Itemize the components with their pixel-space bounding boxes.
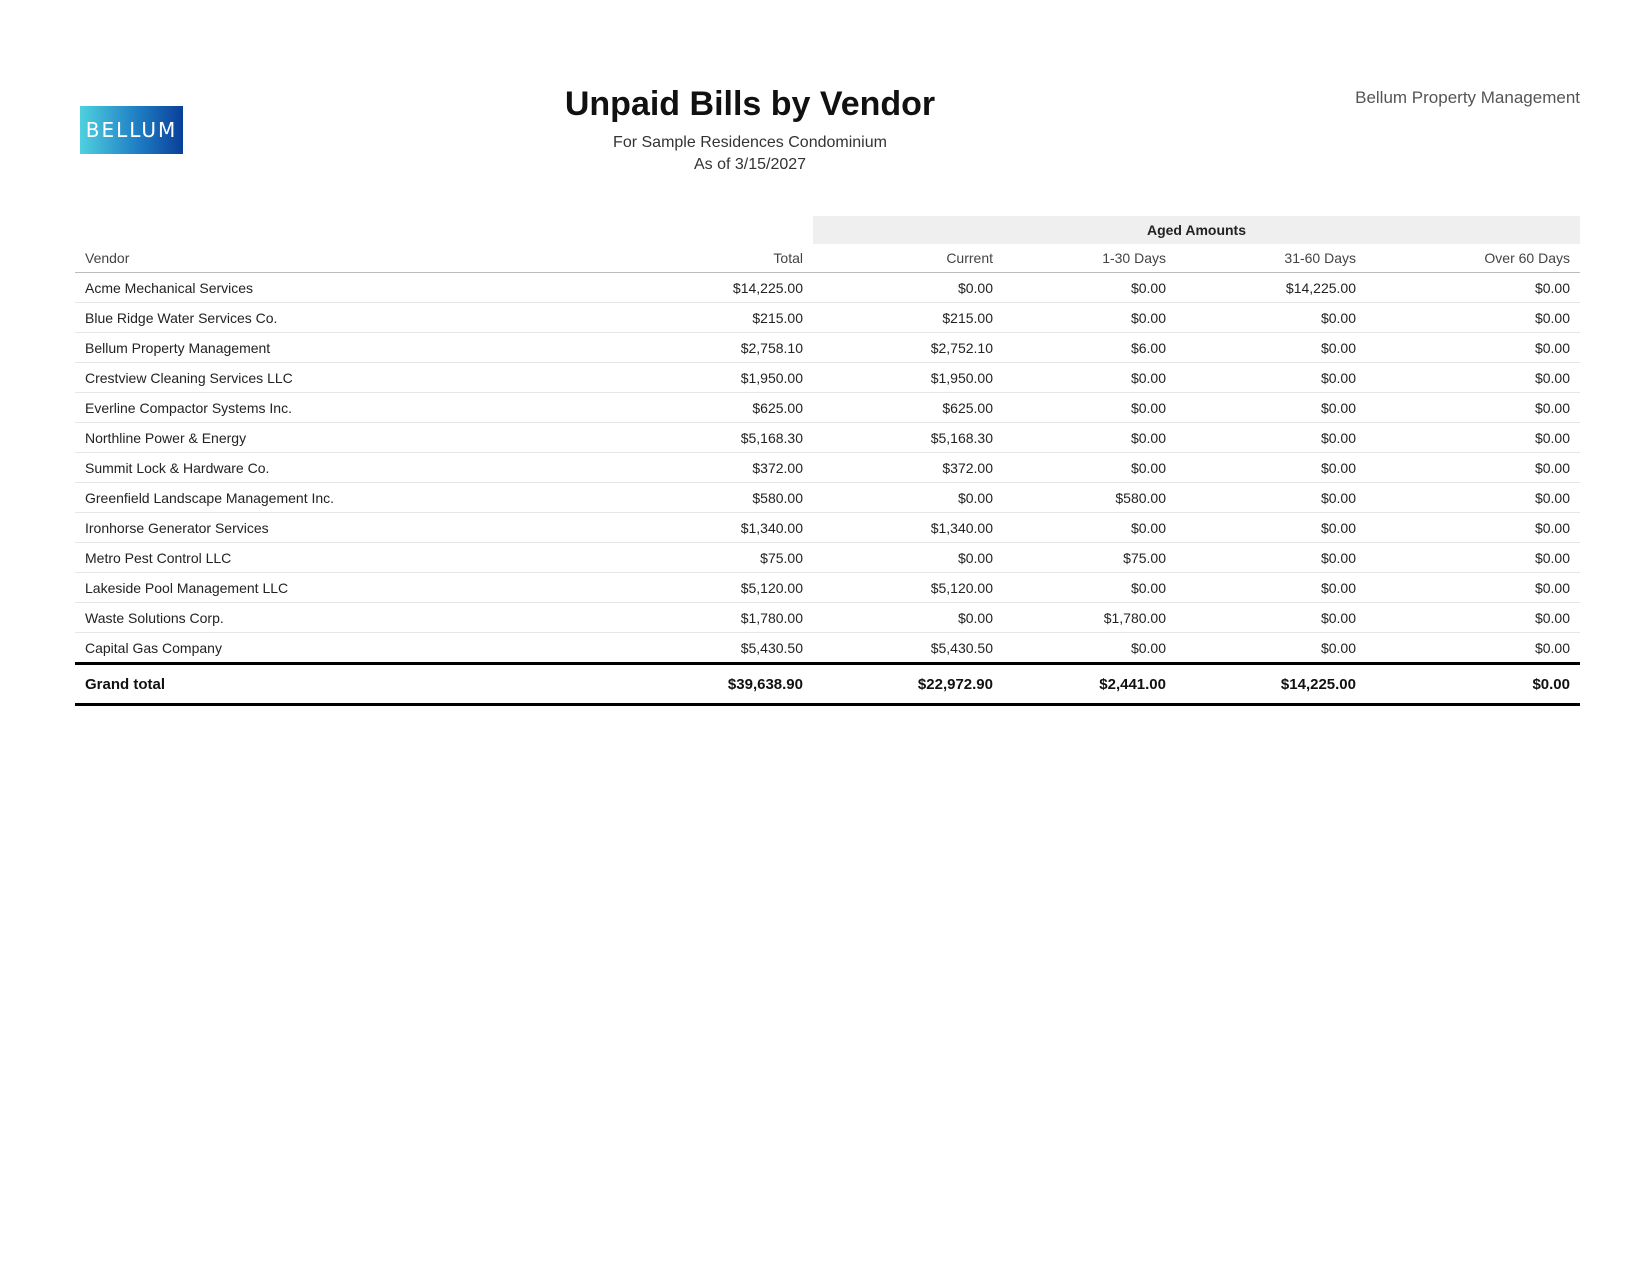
vendor-cell: Greenfield Landscape Management Inc. (75, 483, 635, 513)
column-header-total: Total (635, 244, 813, 273)
table-row (75, 363, 1580, 393)
current-cell: $0.00 (813, 483, 1003, 513)
over-60-days-cell: $0.00 (1366, 303, 1580, 333)
31-60-days-cell: $0.00 (1176, 573, 1366, 603)
total-cell: $5,120.00 (635, 573, 813, 603)
1-30-days-cell: $0.00 (1003, 363, 1176, 393)
table-row (75, 273, 1580, 303)
31-60-days-cell: $0.00 (1176, 423, 1366, 453)
total-cell: $580.00 (635, 483, 813, 513)
table-row (75, 423, 1580, 453)
total-cell: $5,430.50 (740, 639, 803, 656)
31-60-days-cell: $0.00 (1176, 363, 1366, 393)
current-cell: $215.00 (813, 303, 1003, 333)
31-60-days-cell: $0.00 (1176, 303, 1366, 333)
grand-total-31-60-days: $14,225.00 (1176, 664, 1366, 705)
report-header (450, 82, 1050, 176)
grand-total-row (75, 664, 1580, 705)
total-cell: $1,340.00 (635, 513, 813, 543)
current-cell: $0.00 (813, 603, 1003, 633)
1-30-days-cell: $0.00 (1003, 513, 1176, 543)
vendor-cell: Waste Solutions Corp. (75, 603, 635, 633)
table-row (75, 393, 1580, 423)
over-60-days-cell: $0.00 (1366, 393, 1580, 423)
vendor-cell: Ironhorse Generator Services (75, 513, 635, 543)
table-row (75, 513, 1580, 543)
1-30-days-cell: $0.00 (1003, 393, 1176, 423)
vendor-cell: Everline Compactor Systems Inc. (75, 393, 635, 423)
over-60-days-cell: $0.00 (1366, 423, 1580, 453)
table-body (75, 273, 1580, 664)
total-cell: $1,780.00 (635, 603, 813, 633)
current-cell: $1,950.00 (813, 363, 1003, 393)
report-title: Unpaid Bills by Vendor (564, 85, 936, 123)
current-cell: $0.00 (813, 543, 1003, 573)
vendor-cell: Acme Mechanical Services (75, 273, 635, 303)
current-cell: $625.00 (813, 393, 1003, 423)
over-60-days-cell: $0.00 (1366, 513, 1580, 543)
total-cell: $1,950.00 (635, 363, 813, 393)
column-header-over-60-days: Over 60 Days (1366, 244, 1580, 273)
table-row (75, 633, 1580, 664)
column-header-31-60-days: 31-60 Days (1176, 244, 1366, 273)
total-cell: $215.00 (635, 303, 813, 333)
1-30-days-cell: $1,780.00 (1003, 603, 1176, 633)
31-60-days-cell: $0.00 (1176, 453, 1366, 483)
31-60-days-cell: $0.00 (1176, 603, 1366, 633)
over-60-days-cell: $0.00 (1366, 483, 1580, 513)
grand-total-label: Grand total (75, 664, 635, 705)
table-row (75, 303, 1580, 333)
over-60-days-cell: $0.00 (1366, 333, 1580, 363)
grand-total-over-60-days: $0.00 (1366, 664, 1580, 705)
vendor-cell: Blue Ridge Water Services Co. (75, 303, 635, 333)
column-header-current: Current (813, 244, 1003, 273)
current-cell: $2,752.10 (813, 333, 1003, 363)
31-60-days-cell: $0.00 (1176, 513, 1366, 543)
table-row (75, 603, 1580, 633)
grand-total-1-30-days: $2,441.00 (1003, 664, 1176, 705)
total-cell: $5,168.30 (635, 423, 813, 453)
current-cell: $5,430.50 (930, 639, 993, 656)
over-60-days-cell: $0.00 (1366, 453, 1580, 483)
column-group-row (75, 216, 1580, 244)
1-30-days-cell: $75.00 (1003, 543, 1176, 573)
31-60-days-cell: $14,225.00 (1176, 273, 1366, 303)
column-header-1-30-days: 1-30 Days (1003, 244, 1176, 273)
group-spacer (75, 216, 635, 244)
31-60-days-cell: $0.00 (1176, 543, 1366, 573)
bellum-logo (80, 106, 183, 154)
aged-amounts-group-header: Aged Amounts (813, 216, 1580, 244)
over-60-days-cell: $0.00 (1366, 603, 1580, 633)
31-60-days-cell: $0.00 (1176, 333, 1366, 363)
report-subtitle: For Sample Residences Condominium (613, 134, 887, 151)
total-cell: $625.00 (635, 393, 813, 423)
over-60-days-cell: $0.00 (1366, 573, 1580, 603)
total-cell: $75.00 (635, 543, 813, 573)
1-30-days-cell: $0.00 (1003, 423, 1176, 453)
current-cell: $372.00 (813, 453, 1003, 483)
total-cell: $14,225.00 (635, 273, 813, 303)
1-30-days-cell: $0.00 (1003, 453, 1176, 483)
grand-total-current: $22,972.90 (813, 664, 1003, 705)
vendor-cell: Summit Lock & Hardware Co. (75, 453, 635, 483)
logo-text: BELLUM (85, 118, 178, 142)
over-60-days-cell: $0.00 (1534, 639, 1570, 656)
current-cell: $1,340.00 (813, 513, 1003, 543)
1-30-days-cell: $0.00 (1003, 303, 1176, 333)
table-row (75, 453, 1580, 483)
table-row (75, 543, 1580, 573)
31-60-days-cell: $0.00 (1176, 483, 1366, 513)
total-cell: $2,758.10 (635, 333, 813, 363)
current-cell: $5,120.00 (813, 573, 1003, 603)
current-cell: $5,168.30 (813, 423, 1003, 453)
company-name: Bellum Property Management (1355, 88, 1580, 107)
table-row (75, 573, 1580, 603)
vendor-cell: Capital Gas Company (85, 639, 222, 656)
current-cell: $0.00 (813, 273, 1003, 303)
over-60-days-cell: $0.00 (1366, 273, 1580, 303)
31-60-days-cell: $0.00 (1176, 393, 1366, 423)
1-30-days-cell: $0.00 (1130, 639, 1166, 656)
total-cell: $372.00 (635, 453, 813, 483)
vendor-cell: Metro Pest Control LLC (75, 543, 635, 573)
column-header-row (75, 244, 1580, 273)
vendor-cell: Northline Power & Energy (75, 423, 635, 453)
report-as-of-date: As of 3/15/2027 (693, 156, 807, 173)
vendor-cell: Crestview Cleaning Services LLC (75, 363, 635, 393)
over-60-days-cell: $0.00 (1366, 363, 1580, 393)
1-30-days-cell: $6.00 (1003, 333, 1176, 363)
table-row (75, 483, 1580, 513)
over-60-days-cell: $0.00 (1366, 543, 1580, 573)
1-30-days-cell: $580.00 (1003, 483, 1176, 513)
31-60-days-cell: $0.00 (1320, 639, 1356, 656)
1-30-days-cell: $0.00 (1003, 273, 1176, 303)
table-row (75, 333, 1580, 363)
1-30-days-cell: $0.00 (1003, 573, 1176, 603)
vendor-cell: Bellum Property Management (75, 333, 635, 363)
grand-total-total: $39,638.90 (635, 664, 813, 705)
unpaid-bills-table (75, 216, 1580, 706)
column-header-vendor: Vendor (75, 244, 635, 273)
vendor-cell: Lakeside Pool Management LLC (75, 573, 635, 603)
group-spacer (635, 216, 813, 244)
